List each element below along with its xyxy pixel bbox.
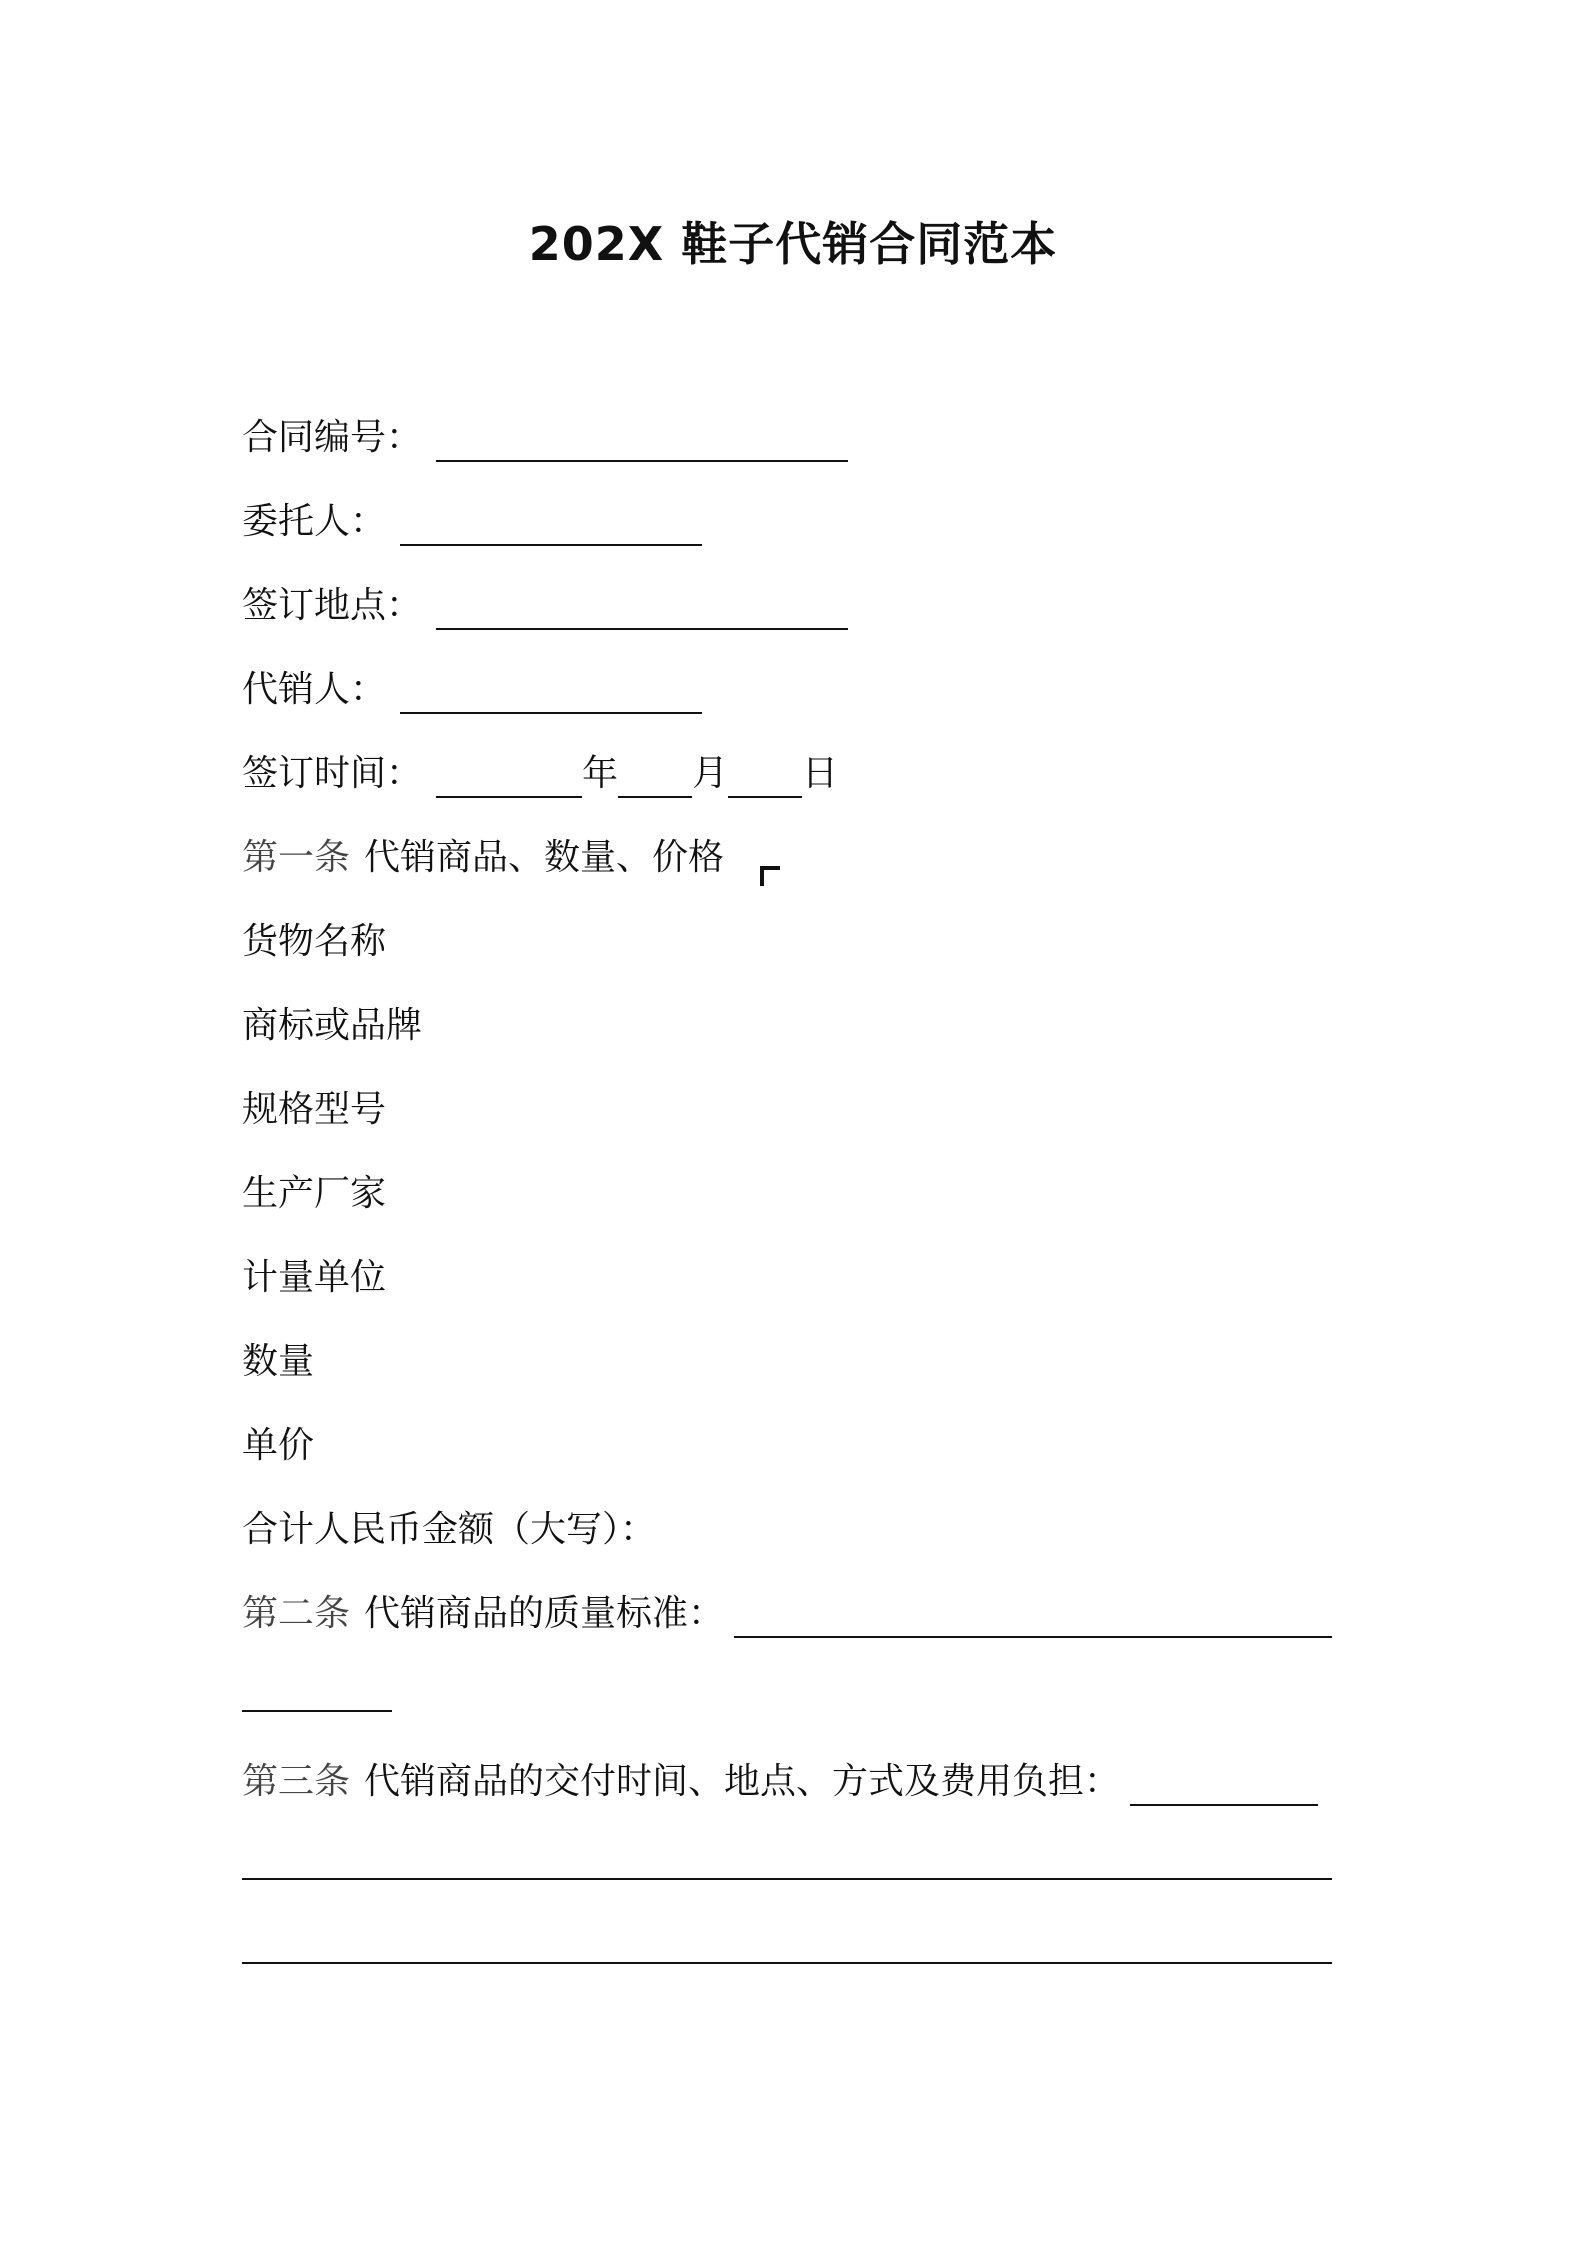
day-label: 日 [802, 753, 839, 794]
article1-heading [242, 828, 780, 888]
year-blank[interactable] [436, 748, 582, 798]
corner-mark-icon [760, 866, 780, 886]
item-brand: 商标或品牌 [242, 1005, 423, 1046]
article3-number: 第三条 [242, 1761, 351, 1802]
item-unit-price: 单价 [242, 1425, 315, 1466]
contract-number-label: 合同编号： [242, 417, 423, 458]
sign-time-label: 签订时间： [242, 753, 423, 794]
article3-blank[interactable] [1130, 1756, 1318, 1806]
consignor-row [242, 492, 702, 552]
sign-place-label: 签订地点： [242, 585, 423, 626]
article2-heading [242, 1584, 1332, 1644]
article2-title: 代销商品的质量标准： [364, 1593, 725, 1634]
contract-number-row [242, 408, 848, 468]
month-label: 月 [692, 753, 729, 794]
consignor-label: 委托人： [242, 501, 387, 542]
article2-blank[interactable] [734, 1588, 1332, 1638]
sign-place-row [242, 576, 848, 636]
article3-blank-line-2[interactable] [242, 1962, 1332, 1964]
item-spec-model: 规格型号 [242, 1089, 387, 1130]
contract-number-blank[interactable] [436, 412, 848, 462]
agent-row [242, 660, 702, 720]
document-title: 202X 鞋子代销合同范本 [528, 217, 1058, 271]
consignor-blank[interactable] [400, 496, 702, 546]
sign-place-blank[interactable] [436, 580, 848, 630]
agent-label: 代销人： [242, 669, 387, 710]
article2-blank-continued[interactable] [242, 1710, 392, 1712]
article2-number: 第二条 [242, 1593, 351, 1634]
article3-title: 代销商品的交付时间、地点、方式及费用负担： [364, 1761, 1121, 1802]
article1-number: 第一条 [242, 837, 351, 878]
item-manufacturer: 生产厂家 [242, 1173, 387, 1214]
article3-blank-line-1[interactable] [242, 1878, 1332, 1880]
article1-title: 代销商品、数量、价格 [364, 837, 725, 878]
item-goods-name: 货物名称 [242, 921, 387, 962]
item-unit: 计量单位 [242, 1257, 387, 1298]
item-total-amount: 合计人民币金额（大写）： [242, 1509, 657, 1550]
day-blank[interactable] [728, 748, 802, 798]
year-label: 年 [582, 753, 619, 794]
agent-blank[interactable] [400, 664, 702, 714]
article3-heading [242, 1752, 1318, 1812]
item-quantity: 数量 [242, 1341, 315, 1382]
sign-time-row [242, 744, 838, 804]
month-blank[interactable] [618, 748, 692, 798]
